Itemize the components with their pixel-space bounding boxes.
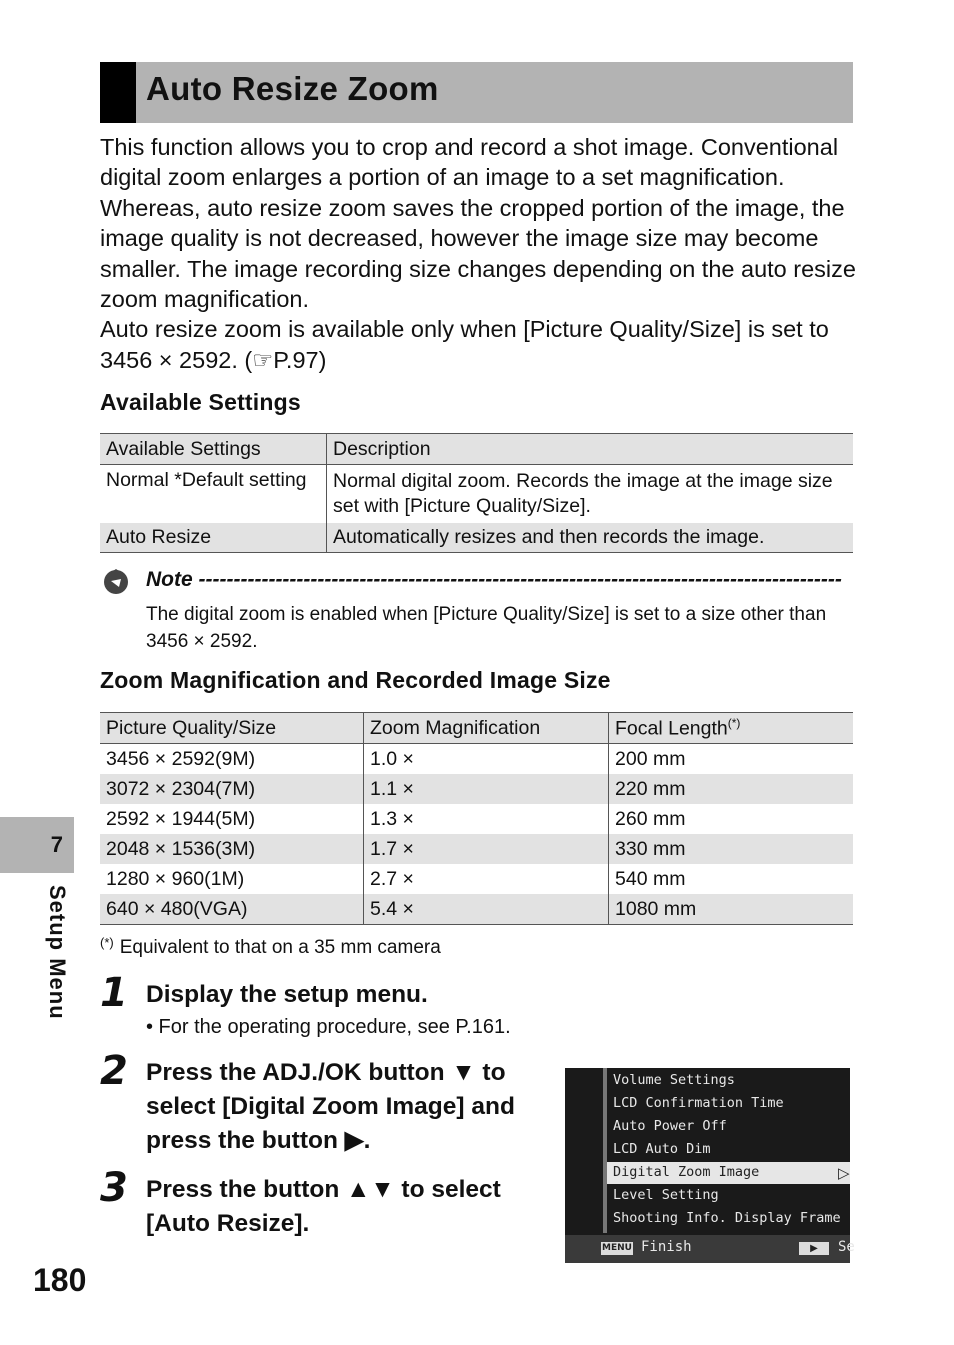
table-cell: 220 mm — [609, 774, 854, 804]
screen-footer — [565, 1235, 855, 1263]
footnote-text: Equivalent to that on a 35 mm camera — [119, 937, 441, 958]
table-row — [100, 834, 853, 864]
zoom-table — [100, 712, 853, 925]
table-cell: 2.7 × — [364, 864, 609, 894]
table-cell: 2048 × 1536(3M) — [100, 834, 364, 864]
available-settings-table — [100, 433, 853, 553]
note-header — [146, 568, 853, 592]
table-cell: 260 mm — [615, 807, 686, 830]
focal-length-mark: (*) — [727, 715, 741, 730]
camera-screen — [565, 1068, 855, 1263]
step-1-number: 1 — [100, 970, 128, 1016]
table-cell: 640 × 480(VGA) — [100, 894, 364, 925]
footnote — [100, 937, 441, 959]
page-number: 180 — [33, 1262, 87, 1298]
table-row — [100, 864, 853, 894]
table-cell: Auto Resize — [100, 523, 327, 553]
menu-item: Level Setting — [613, 1187, 719, 1203]
table-cell: 3072 × 2304(7M) — [100, 774, 364, 804]
table-cell: 5.4 × — [364, 894, 609, 925]
table-header-cell: Description — [327, 434, 854, 465]
table-row — [100, 744, 853, 775]
page-title: Auto Resize Zoom — [146, 70, 439, 107]
table-cell: 3456 × 2592(9M) — [100, 744, 364, 775]
footnote-mark: (*) — [100, 935, 114, 950]
step-2-number: 2 — [100, 1048, 128, 1094]
table-cell: 1.1 × — [364, 774, 609, 804]
title-marker — [100, 62, 136, 123]
finish-label: Finish — [641, 1239, 692, 1255]
zoom-table-heading: Zoom Magnification and Recorded Image Size — [100, 667, 611, 693]
table-cell: 1280 × 960(1M) — [100, 864, 364, 894]
chapter-tab — [0, 817, 74, 873]
table-cell: 330 mm — [609, 834, 854, 864]
table-header-cell — [609, 713, 854, 744]
table-header-cell: Available Settings — [100, 434, 327, 465]
intro-paragraph-1: This function allows you to crop and record a shot image. Conventional digital zoom enlarges a portion of an image to a set magnification. Whereas, auto resize zoom saves the cropped portion of the image, the image quality is not decreased, however the image size may become smaller. The image recording size changes depending on the auto resize zoom magnification. — [100, 134, 856, 313]
table-row — [100, 465, 853, 524]
available-settings-heading: Available Settings — [100, 389, 301, 415]
table-cell: 1.3 × — [364, 804, 609, 834]
table-cell: 540 mm — [615, 867, 686, 890]
menu-item: LCD Confirmation Time — [613, 1095, 784, 1111]
step-3-number: 3 — [100, 1165, 128, 1211]
chapter-number: 7 — [50, 832, 63, 857]
table-row — [100, 804, 853, 834]
note-dashes: -------------------------------------------------------------------------------------------- — [198, 568, 842, 591]
step-1-bullet: • For the operating procedure, see P.161. — [146, 1016, 511, 1038]
table-cell: Normal *Default setting — [100, 465, 327, 524]
focal-length-label: Focal Length — [615, 717, 728, 740]
table-header-row — [100, 713, 853, 744]
note-icon — [102, 567, 130, 595]
table-header-cell: Zoom Magnification — [364, 713, 609, 744]
table-cell: Normal digital zoom. Records the image at the image size set with [Picture Quality/Size]. — [327, 465, 854, 524]
play-button-icon: ▶ — [799, 1242, 829, 1255]
table-row — [100, 774, 853, 804]
table-cell: Automatically resizes and then records the image. — [327, 523, 854, 553]
menu-item: Volume Settings — [613, 1072, 735, 1088]
select-label: Se — [838, 1239, 855, 1255]
step-3-text: Press the button ▲▼ to select [Auto Resize]. — [146, 1176, 501, 1237]
menu-item: Shooting Info. Display Frame — [613, 1210, 841, 1226]
menu-button-icon: MENU — [602, 1243, 632, 1253]
table-cell: 200 mm — [615, 747, 686, 770]
table-header-cell: Picture Quality/Size — [100, 713, 364, 744]
table-cell: 1.0 × — [364, 744, 609, 775]
menu-scrollbar — [603, 1068, 607, 1233]
menu-item-selected: Digital Zoom Image — [613, 1164, 760, 1180]
table-cell: 1080 mm — [609, 894, 854, 925]
title-bar — [100, 62, 853, 123]
table-cell: 1.7 × — [364, 834, 609, 864]
note-label: Note — [146, 568, 193, 591]
intro-paragraph-2: Auto resize zoom is available only when [Picture Quality/Size] is set to 3456 × 2592. (☞P.97) — [100, 316, 829, 373]
chapter-label: Setup Menu — [45, 885, 70, 1020]
step-2-text: Press the ADJ./OK button ▼ to select [Digital Zoom Image] and press the button ▶. — [146, 1059, 515, 1154]
note-text: The digital zoom is enabled when [Picture Quality/Size] is set to a size other than 3456 × 2592. — [146, 604, 827, 652]
menu-item: LCD Auto Dim — [613, 1141, 711, 1157]
table-header-row — [100, 434, 853, 465]
table-row — [100, 894, 853, 925]
table-row — [100, 523, 853, 553]
table-cell: 2592 × 1944(5M) — [100, 804, 364, 834]
step-1-text: Display the setup menu. — [146, 981, 428, 1008]
intro-text — [100, 132, 860, 375]
menu-item: Auto Power Off — [613, 1118, 727, 1134]
submenu-arrow-icon: ▷ — [838, 1165, 850, 1182]
